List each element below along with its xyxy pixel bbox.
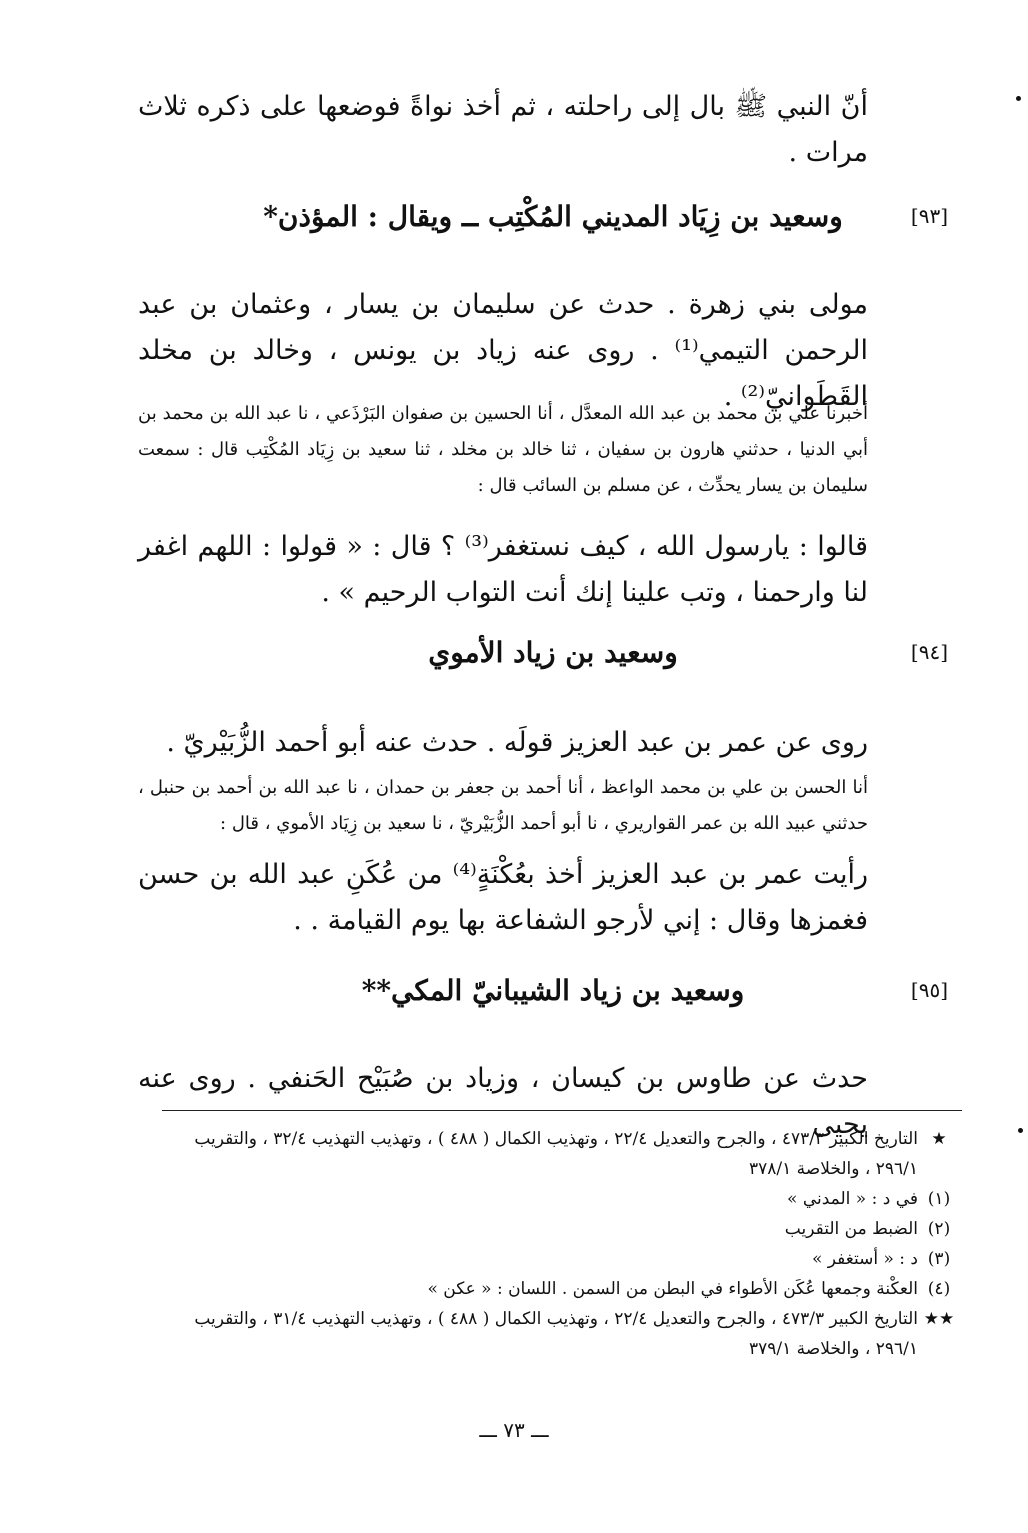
footnote-text: العكْنة وجمعها عُكَن الأطواء في البطن من السمن . اللسان : « عكن » <box>427 1279 918 1299</box>
footnotes <box>160 1124 960 1364</box>
entry-heading-93 <box>158 200 948 250</box>
footnote-mark: (٤) <box>927 1279 951 1299</box>
footnote-mark: (٣) <box>927 1249 951 1269</box>
footnote-text: التاريخ الكبير ٤٧٣/٣ ، والجرح والتعديل ٢٢/٤ ، وتهذيب الكمال ( ٤٨٨ ) ، وتهذيب التهذيب ٣٢/٤ ، والتقريب ٢٩٦/١ ، والخلاصة ٣٧٨/١ <box>194 1129 918 1179</box>
footnote-mark: ★ <box>931 1129 947 1149</box>
footnote-item <box>160 1124 960 1184</box>
opening-paragraph: أنّ النبي ﷺ بال إلى راحلته ، ثم أخذ نواةً فوضعها على ذكره ثلاث مرات . <box>138 91 868 168</box>
entry-number: [٩٥] <box>910 978 948 1002</box>
footnote-item <box>160 1184 960 1214</box>
scan-speck <box>1016 96 1021 101</box>
entry-intro-94: روى عن عمر بن عبد العزيز قولَه . حدث عنه أبو أحمد الزُّبَيْريّ . <box>166 727 868 758</box>
entry-title: وسعيد بن زِيَاد المديني المُكْتِب ــ ويقال : المؤذن* <box>263 200 843 233</box>
entry-title: وسعيد بن زياد الشيبانيّ المكي** <box>361 974 745 1007</box>
footnote-item <box>160 1274 960 1304</box>
page-number: ـــ ٧٣ ـــ <box>479 1418 549 1442</box>
footnote-item <box>160 1214 960 1244</box>
entry-heading-95 <box>158 974 948 1024</box>
footnote-text: الضبط من التقريب <box>784 1219 918 1239</box>
footnote-text: في د : « المدني » <box>787 1189 918 1209</box>
scan-speck <box>1018 1128 1023 1133</box>
footnote-item <box>160 1304 960 1364</box>
entry-number: [٩٤] <box>910 640 948 664</box>
footnote-divider <box>162 1110 962 1111</box>
entry-text-94: رأيت عمر بن عبد العزيز أخذ بعُكْنَةٍ⁽⁴⁾ من عُكَنِ عبد الله بن حسن فغمزها وقال : إني لأرجو الشفاعة بها يوم القيامة . . <box>138 859 869 936</box>
footnote-item <box>160 1244 960 1274</box>
entry-text-93: قالوا : يارسول الله ، كيف نستغفر⁽³⁾ ؟ قال : « قولوا : اللهم اغفر لنا وارحمنا ، وتب علينا إنك أنت التواب الرحيم » . <box>138 531 868 608</box>
footnote-mark: ★★ <box>923 1309 955 1329</box>
entry-heading-94 <box>158 636 948 686</box>
entry-intro-95: حدث عن طاوس بن كيسان ، وزياد بن صُبَيْح الحَنفي . روى عنه يحيى <box>138 1063 868 1140</box>
entry-isnad-93: أخبرنا علي بن محمد بن عبد الله المعدَّل ، أنا الحسين بن صفوان البَرْذَعي ، نا عبد الله بن محمد بن أبي الدنيا ، حدثني هارون بن سفيان ، ثنا خالد بن مخلد ، ثنا سعيد بن زِيَاد المُكْتِب قال : سمعت سليمان بن يسار يحدِّث ، عن مسلم بن السائب قال : <box>138 403 868 496</box>
footnote-mark: (١) <box>927 1189 951 1209</box>
entry-number: [٩٣] <box>910 204 948 228</box>
entry-intro-93: مولى بني زهرة . حدث عن سليمان بن يسار ، وعثمان بن عبد الرحمن التيمي⁽¹⁾ . روى عنه زياد بن يونس ، وخالد بن مخلد القَطَوانيّ⁽²⁾ . <box>138 289 868 412</box>
entry-title: وسعيد بن زياد الأموي <box>428 636 678 669</box>
entry-isnad-94: أنا الحسن بن علي بن محمد الواعظ ، أنا أحمد بن جعفر بن حمدان ، نا عبد الله بن أحمد بن حنبل ، حدثني عبيد الله بن عمر القواريري ، نا أبو أحمد الزُّبَيْريّ ، نا سعيد بن زِيَاد الأموي ، قال : <box>138 777 868 834</box>
footnote-text: التاريخ الكبير ٤٧٣/٣ ، والجرح والتعديل ٢٢/٤ ، وتهذيب الكمال ( ٤٨٨ ) ، وتهذيب التهذيب ٣١/٤ ، والتقريب ٢٩٦/١ ، والخلاصة ٣٧٩/١ <box>194 1309 918 1359</box>
footnote-mark: (٢) <box>927 1219 951 1239</box>
footnote-text: د : « أستغفر » <box>812 1249 918 1269</box>
